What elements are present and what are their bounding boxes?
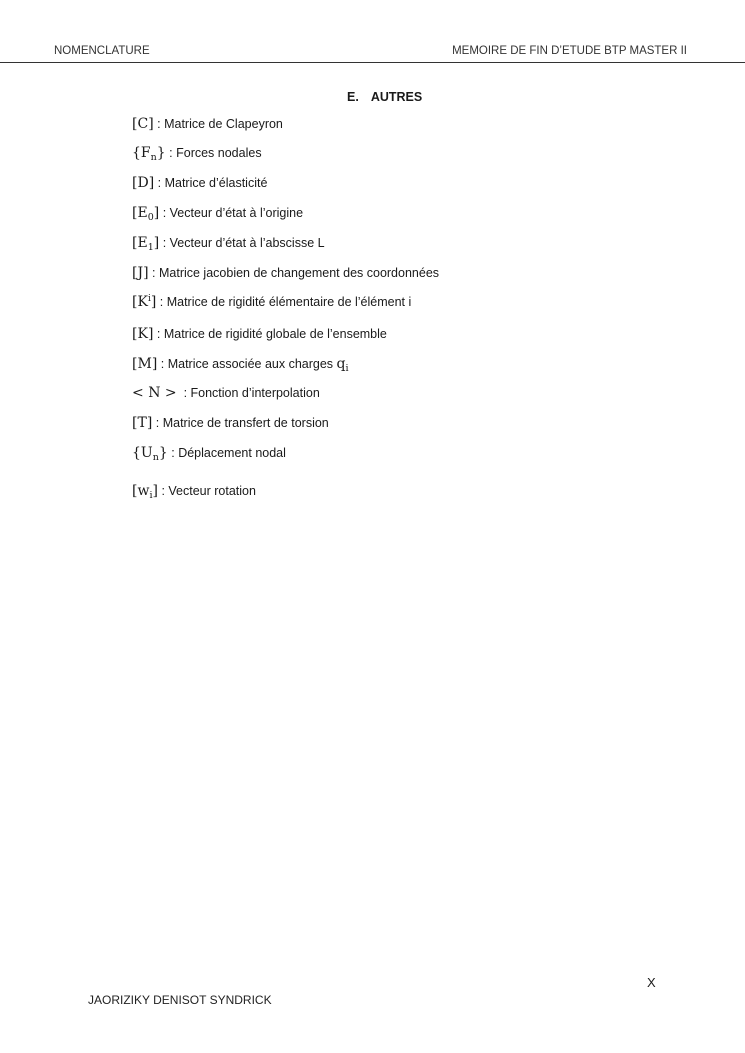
symbol-open: [	[132, 415, 138, 431]
list-item	[132, 356, 349, 374]
description: : Matrice associée aux charges	[157, 357, 337, 371]
symbol-close: ]	[143, 265, 149, 281]
list-item	[132, 235, 325, 253]
symbol: E	[137, 235, 148, 251]
description: : Matrice de transfert de torsion	[152, 416, 329, 430]
symbol-close: ]	[147, 326, 154, 342]
symbol-open: {	[132, 445, 141, 461]
symbol-close: ]	[151, 356, 158, 372]
symbol-open: [	[132, 483, 138, 499]
symbol-close: ]	[148, 175, 155, 191]
symbol-open: [	[132, 235, 138, 251]
list-item	[132, 445, 286, 463]
symbol-subscript: 0	[147, 212, 154, 223]
list-item	[132, 326, 387, 342]
symbol-open: [	[132, 356, 138, 372]
symbol: U	[140, 445, 153, 461]
symbol-close: ]	[146, 415, 153, 431]
header-divider	[0, 62, 745, 63]
list-item	[132, 294, 411, 310]
list-item	[132, 265, 439, 281]
section-title: AUTRES	[370, 90, 423, 104]
symbol: D	[137, 175, 149, 191]
charge-symbol: q	[336, 356, 346, 372]
symbol-subscript: n	[150, 152, 157, 163]
section-heading	[347, 90, 422, 104]
list-item	[132, 116, 283, 132]
header-left-title: NOMENCLATURE	[54, 45, 150, 57]
symbol: J	[137, 265, 144, 281]
symbol-subscript: n	[152, 452, 159, 463]
symbol-open: [	[132, 265, 138, 281]
description: : Forces nodales	[165, 146, 262, 160]
symbol: F	[140, 145, 151, 161]
list-item	[132, 205, 303, 223]
page-number: X	[647, 975, 656, 990]
description: : Matrice jacobien de changement des coordonnées	[148, 266, 440, 280]
description: : Vecteur rotation	[157, 484, 256, 498]
description: : Fonction d’interpolation	[176, 386, 320, 400]
header-right-title: MEMOIRE DE FIN D’ETUDE BTP MASTER II	[452, 45, 687, 57]
symbol-open: [	[132, 175, 138, 191]
symbol-subscript: 1	[147, 242, 154, 253]
symbol-superscript: i	[147, 294, 151, 304]
description: : Matrice de rigidité élémentaire de l’élément i	[156, 295, 412, 309]
symbol-close: ]	[153, 205, 160, 221]
symbol: T	[137, 415, 147, 431]
symbol-close: >	[160, 385, 177, 401]
symbol-close: ]	[153, 235, 160, 251]
list-item	[132, 145, 262, 163]
list-item	[132, 483, 256, 501]
symbol-close: ]	[152, 483, 158, 499]
description: : Déplacement nodal	[167, 446, 286, 460]
symbol: K	[137, 294, 148, 310]
symbol: C	[137, 116, 149, 132]
description: : Matrice de rigidité globale de l’ensemble	[153, 327, 387, 341]
symbol: K	[137, 326, 148, 342]
symbol-open: <	[132, 385, 149, 401]
description: : Matrice d’élasticité	[154, 176, 268, 190]
charge-subscript: i	[345, 363, 349, 374]
list-item	[132, 385, 320, 401]
description: : Matrice de Clapeyron	[153, 117, 283, 131]
author-name: JAORIZIKY DENISOT SYNDRICK	[88, 993, 272, 1007]
description: : Vecteur d’état à l’origine	[159, 206, 304, 220]
symbol-open: [	[132, 294, 138, 310]
symbol-close: ]	[150, 294, 157, 310]
symbol: w	[137, 483, 150, 499]
symbol-open: [	[132, 205, 138, 221]
symbol-open: [	[132, 326, 138, 342]
list-item	[132, 415, 329, 431]
symbol-close: }	[156, 145, 166, 161]
description: : Vecteur d’état à l’abscisse L	[159, 236, 325, 250]
symbol-open: {	[132, 145, 141, 161]
symbol-close: ]	[148, 116, 154, 132]
symbol: N	[148, 385, 161, 401]
symbol-subscript: i	[149, 490, 153, 501]
section-number: E.	[347, 90, 359, 104]
symbol: M	[137, 356, 152, 372]
symbol-open: [	[132, 116, 138, 132]
list-item	[132, 175, 267, 191]
symbol: E	[137, 205, 148, 221]
symbol-close: }	[158, 445, 168, 461]
